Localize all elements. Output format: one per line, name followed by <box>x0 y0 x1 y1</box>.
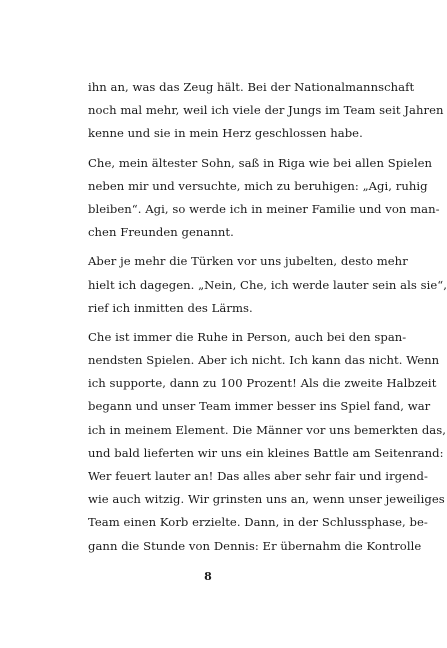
text-line: hielt ich dagegen. „Nein, Che, ich werde lauter sein als sie“, <box>88 277 447 292</box>
paragraph-4 <box>88 326 446 558</box>
text-line: ihn an, was das Zeug hält. Bei der Nationalmannschaft <box>88 80 415 94</box>
text-line: nendsten Spielen. Aber ich nicht. Ich kann das nicht. Wenn <box>88 353 440 368</box>
text-line: ich supporte, dann zu 100 Prozent! Als die zweite Halbzeit <box>88 376 437 391</box>
text-line: rief ich inmitten des Lärms. <box>88 300 253 315</box>
text-line: begann und unser Team immer besser ins Spiel fand, war <box>88 399 431 414</box>
page-number: 8 <box>204 570 212 583</box>
text-line: Aber je mehr die Türken vor uns jubelten, desto mehr <box>88 254 408 269</box>
text-line: neben mir und versuchte, mich zu beruhigen: „Agi, ruhig <box>88 178 428 193</box>
paragraph-2 <box>88 152 440 245</box>
text-line: Wer feuert lauter an! Das alles aber sehr fair und irgend- <box>88 469 428 483</box>
paragraph-1 <box>88 76 444 146</box>
text-line: chen Freunden genannt. <box>88 225 234 240</box>
text-line: Che, mein ältester Sohn, saß in Riga wie bei allen Spielen <box>88 155 433 170</box>
text-line: bleiben“. Agi, so werde ich in meiner Familie und von man- <box>88 201 440 216</box>
text-line: wie auch witzig. Wir grinsten uns an, wenn unser jeweiliges <box>88 492 445 507</box>
text-line: kenne und sie in mein Herz geschlossen habe. <box>88 126 363 141</box>
text-line: Team einen Korb erzielte. Dann, in der Schlussphase, be- <box>88 515 428 530</box>
text-line: gann die Stunde von Dennis: Er übernahm die Kontrolle <box>88 538 422 553</box>
paragraph-3 <box>88 250 447 320</box>
text-line: und bald lieferten wir uns ein kleines Battle am Seitenrand: <box>88 445 444 460</box>
body-text <box>88 76 447 564</box>
text-line: Che ist immer die Ruhe in Person, auch bei den span- <box>88 329 407 344</box>
text-line: ich in meinem Element. Die Männer vor uns bemerkten das, <box>88 422 446 437</box>
text-line: noch mal mehr, weil ich viele der Jungs im Team seit Jahren <box>88 103 444 118</box>
